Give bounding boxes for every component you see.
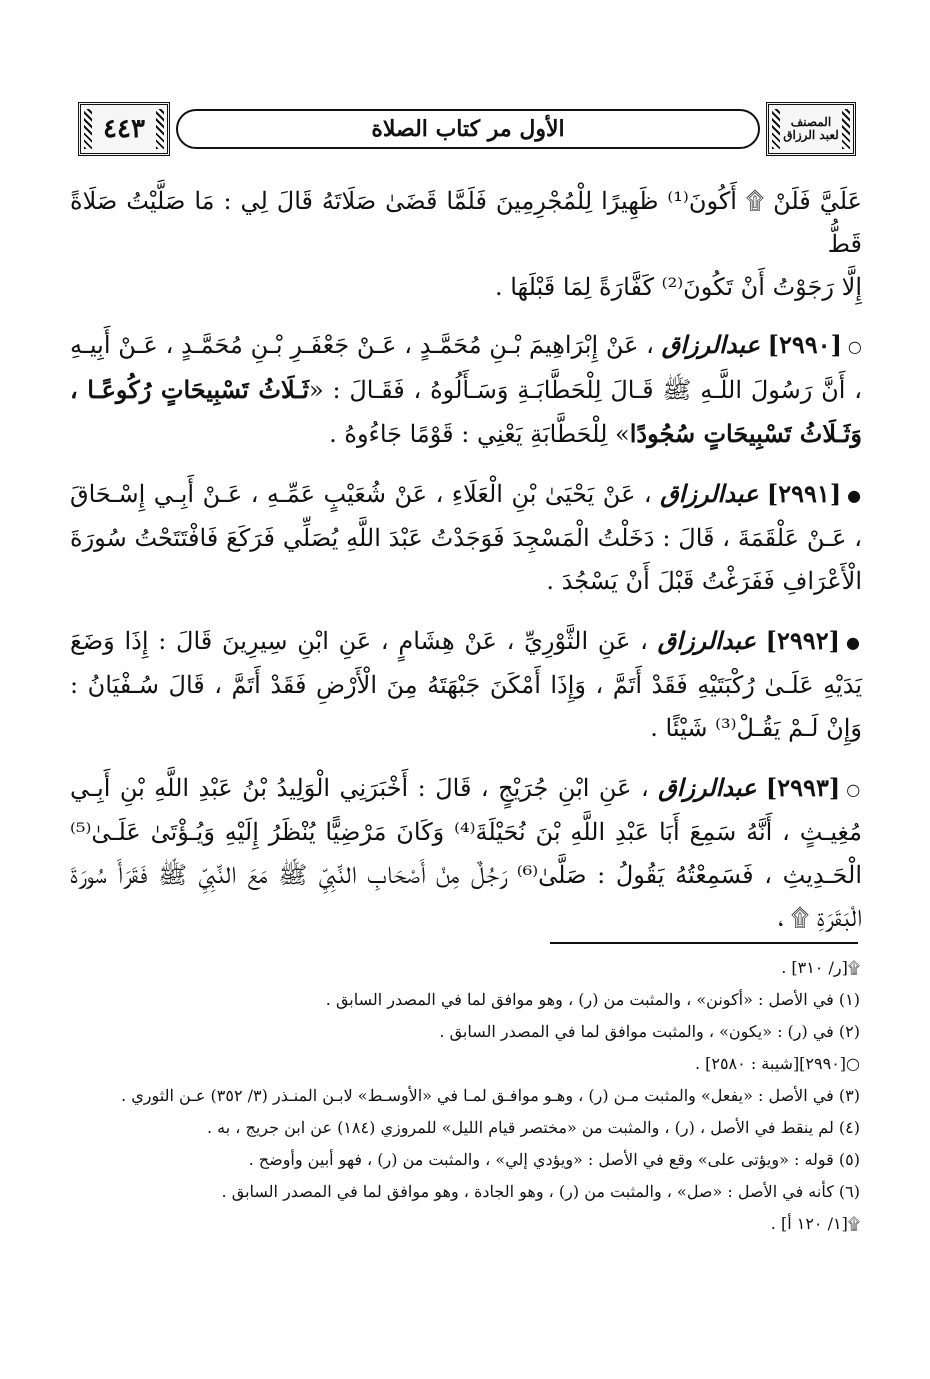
- author-name: عبدالرزاق: [661, 330, 760, 359]
- page-header: [78, 101, 856, 157]
- filled-circle-icon: ●: [845, 633, 862, 652]
- hadith-text-end: » لِلْحَطَّابَةِ يَعْنِي : قَوْمًا جَاءُوهُ .: [329, 420, 630, 448]
- footnotes: [78, 952, 860, 1240]
- footnote: ۩[ر/ ٣١٠] .: [781, 958, 860, 977]
- hadith-number: [٢٩٩١]: [766, 479, 842, 508]
- hadith-quote: ثَـلَاثُ تَسْبِيحَاتٍ رُكُوعًـا ، وَثَـلَاثُ تَسْبِيحَاتٍ سُجُودًا: [70, 375, 862, 448]
- hadith-number: [٢٩٩٣]: [765, 773, 841, 802]
- hollow-circle-icon: ○: [846, 780, 862, 799]
- hadith-2991: [70, 472, 862, 603]
- footnote: (٦) كأنه في الأصل : «صل» ، والمثبت من (ر) ، وهو الجادة ، وهو موافق لما في المصدر السابق .: [221, 1182, 860, 1201]
- logo-line-1: المصنف: [790, 115, 832, 129]
- author-name: عبدالرزاق: [660, 479, 759, 508]
- hadith-text: ، عَنْ يَحْيَىٰ بْنِ الْعَلَاءِ ، عَنْ شُعَيْبٍ عَمِّـهِ ، عَـنْ أَبِـي إِسْـحَاقَ ، عَـنْ عَلْقَمَةَ ، قَالَ : دَخَلْتُ الْمَسْجِدَ فَوَجَدْتُ عَبْدَ اللَّهِ يُصَلِّي فَرَكَعَ فَافْتَتَحْتُ سُورَةَ الْأَعْرَافِ فَفَرَغْتُ قَبْلَ أَنْ يَسْجُدَ .: [70, 480, 862, 595]
- logo-line-2: لعبد الرزاق: [783, 128, 839, 142]
- page-number: ٤٤٣: [103, 114, 145, 144]
- footnote-divider: [550, 942, 858, 944]
- hollow-circle-icon: ○: [847, 337, 862, 356]
- footnote: (٤) لم ينقط في الأصل ، (ر) ، والمثبت من «مختصر قيام الليل» للمروزي (١٨٤) عن ابن جريج ، به .: [206, 1118, 860, 1137]
- main-text: [70, 180, 862, 956]
- footnote: (٢) في (ر) : «يكون» ، والمثبت موافق لما في المصدر السابق .: [439, 1022, 860, 1041]
- footnote: ۩[١/ ١٢٠ أ] .: [770, 1214, 860, 1233]
- footnote: (١) في الأصل : «أكونن» ، والمثبت من (ر) ، وهو موافق لما في المصدر السابق .: [325, 990, 860, 1009]
- hadith-text: ، عَنْ إِبْرَاهِيمَ بْـنِ مُحَمَّـدٍ ، عَـنْ جَعْفَـرِ بْـنِ مُحَمَّـدٍ ، عَـنْ أَبِيـهِ ، أَنَّ رَسُولَ اللَّـهِ ﷺ قَـالَ لِلْحَطَّابَـةِ وَسَـأَلُوهُ ، فَقَـالَ : «: [70, 331, 862, 404]
- book-logo-text: [783, 116, 839, 142]
- continuation-line-2: إِلَّا رَجَوْتُ أَنْ تَكُونَ⁽²⁾ كَفَّارَةً لِمَا قَبْلَهَا .: [494, 273, 862, 301]
- footnote: ○[٢٩٩٠][شيبة : ٢٥٨٠] .: [694, 1054, 860, 1073]
- hadith-number: [٢٩٩٠]: [767, 330, 842, 359]
- author-name: عبدالرزاق: [657, 626, 756, 655]
- hadith-2993: [70, 766, 862, 940]
- hadith-text: ، عَنِ ابْنِ جُرَيْجٍ ، قَالَ : أَخْبَرَنِي الْوَلِيدُ بْنُ عَبْدِ اللَّهِ بْنِ أَبِـي مُغِيـثٍ ، أَنَّهُ سَمِعَ أَبَا عَبْدِ اللَّهِ بْنَ نُحَيْلَةَ⁽⁴⁾ وَكَانَ مَرْضِيًّا يُنْظَرُ إِلَيْهِ وَيُـؤْتَىٰ عَلَـىٰ⁽⁵⁾ الْحَـدِيثِ ، فَسَمِعْتُهُ يَقُولُ : صَلَّىٰ⁽⁶⁾ رَجُلٌ مِنْ أَصْحَابِ النَّبِيِّ ﷺ مَعَ النَّبِيِّ ﷺ فَقَرَأَ سُورَةَ الْبَقَرَةِ ۩ ،: [70, 774, 862, 932]
- hadith-2992: [70, 619, 862, 750]
- hadith-text: ، عَنِ الثَّوْرِيِّ ، عَنْ هِشَامٍ ، عَنِ ابْنِ سِيرِينَ قَالَ : إِذَا وَضَعَ يَدَيْهِ عَلَـىٰ رُكْبَتَيْهِ فَقَدْ أَتَمَّ ، وَإِذَا أَمْكَنَ جَبْهَتَهُ مِنَ الْأَرْضِ فَقَدْ أَتَمَّ ، قَالَ سُـفْيَانُ : وَإِنْ لَـمْ يَقُـلْ⁽³⁾ شَيْئًا .: [70, 627, 862, 742]
- author-name: عبدالرزاق: [658, 773, 757, 802]
- footnote: (٥) قوله : «ويؤتى على» وقع في الأصل : «ويؤدي إلي» ، والمثبت من (ر) ، فهو أبين وأوضح .: [248, 1150, 860, 1169]
- chapter-title-frame: [176, 109, 760, 149]
- continuation-line-1: عَلَيَّ فَلَنْ ۩ أَكُونَ⁽¹⁾ ظَهِيرًا لِلْمُجْرِمِينَ فَلَمَّا قَضَىٰ صَلَاتَهُ قَالَ لِي : مَا صَلَّيْتُ صَلَاةً قَطُّ: [70, 187, 862, 258]
- chapter-title: الأول مر كتاب الصلاة: [371, 116, 565, 142]
- page-number-frame: [78, 102, 170, 156]
- filled-circle-icon: ●: [847, 486, 862, 505]
- footnote: (٣) في الأصل : «يفعل» والمثبت مـن (ر) ، وهـو موافـق لمـا في «الأوسـط» لابـن المنـذر (٣/ ٣٥٢) عـن الثوري .: [121, 1086, 860, 1105]
- book-logo: [766, 102, 856, 156]
- hadith-2990: [70, 323, 862, 456]
- hadith-number: [٢٩٩٢]: [765, 626, 840, 655]
- paragraph-continuation: [70, 180, 862, 309]
